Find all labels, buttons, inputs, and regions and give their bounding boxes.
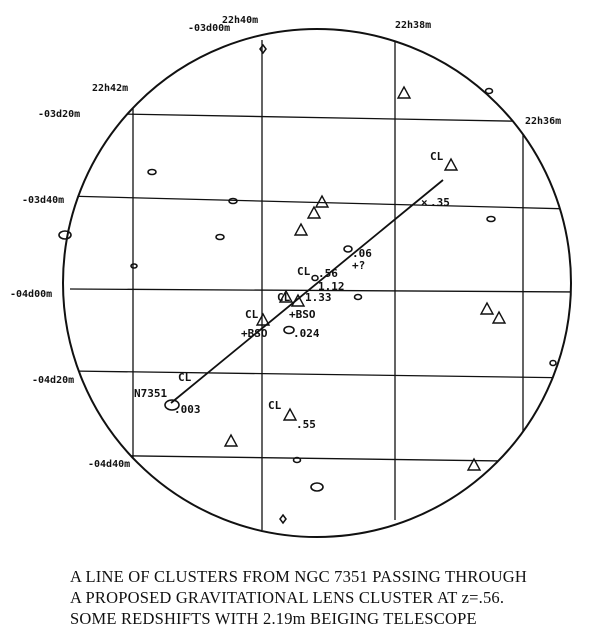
cluster-label: CL	[178, 371, 192, 384]
quasar-triangle	[493, 312, 505, 323]
cluster-label: CL	[245, 308, 259, 321]
dec-grid-line	[70, 371, 580, 378]
redshift-label: 1.33	[305, 291, 332, 304]
redshift-label: .56	[318, 267, 338, 280]
ra-label: 22h36m	[525, 116, 562, 127]
galaxy-marker	[550, 361, 556, 366]
cluster-label: CL	[268, 399, 282, 412]
redshift-label: .35	[430, 196, 450, 209]
quasar-triangle	[308, 207, 320, 218]
galaxy-marker	[131, 264, 137, 268]
dec-label: -03d00m	[188, 23, 231, 34]
caption-line-3: SOME REDSHIFTS WITH 2.19m BEIGING TELESCOPE	[70, 609, 477, 628]
redshift-label: .06	[352, 247, 372, 260]
redshift-label: +?	[352, 259, 366, 272]
dec-label: -04d40m	[88, 459, 131, 470]
redshift-label: .003	[174, 403, 201, 416]
galaxy-marker	[486, 89, 493, 94]
dec-label: -04d00m	[10, 289, 53, 300]
redshift-label: N7351	[134, 387, 168, 400]
quasar-triangle	[398, 87, 410, 98]
dec-label: -03d40m	[22, 195, 65, 206]
quasar-triangle	[316, 196, 328, 207]
ra-label: 22h38m	[395, 20, 432, 31]
diamond-marker	[280, 515, 286, 523]
bso-label: +BSO	[241, 327, 268, 340]
galaxy-marker	[355, 295, 362, 300]
galaxy-marker	[59, 231, 71, 239]
dec-label: -03d20m	[38, 109, 81, 120]
redshift-label: .024	[293, 327, 320, 340]
galaxy-marker	[148, 170, 156, 175]
quasar-triangle	[295, 224, 307, 235]
quasar-triangle	[292, 295, 304, 306]
galaxy-marker	[487, 217, 495, 222]
diamond-marker	[260, 45, 266, 53]
quasar-triangle	[284, 409, 296, 420]
bso-label: +BSO	[289, 308, 316, 321]
galaxy-marker	[311, 483, 323, 491]
dec-label: -04d20m	[32, 375, 75, 386]
caption-line-2: A PROPOSED GRAVITATIONAL LENS CLUSTER AT z=.56.	[70, 588, 505, 607]
cross-marker: ×	[421, 196, 428, 209]
cluster-label: CL	[277, 291, 291, 304]
figure-caption	[70, 566, 590, 629]
galaxy-marker	[344, 246, 352, 252]
cluster-label: CL	[297, 265, 311, 278]
caption-line-1: A LINE OF CLUSTERS FROM NGC 7351 PASSING THROUGH	[70, 567, 528, 586]
quasar-triangle	[481, 303, 493, 314]
quasar-triangle	[445, 159, 457, 170]
redshift-label: .55	[296, 418, 316, 431]
quasar-triangle	[225, 435, 237, 446]
dec-grid-line	[65, 113, 560, 122]
galaxy-marker	[216, 235, 224, 240]
cluster-label: CL	[430, 150, 444, 163]
ra-label: 22h40m	[222, 15, 259, 26]
ra-label: 22h42m	[92, 83, 129, 94]
galaxy-marker	[294, 458, 301, 463]
redshift-label: 1.12	[318, 280, 345, 293]
